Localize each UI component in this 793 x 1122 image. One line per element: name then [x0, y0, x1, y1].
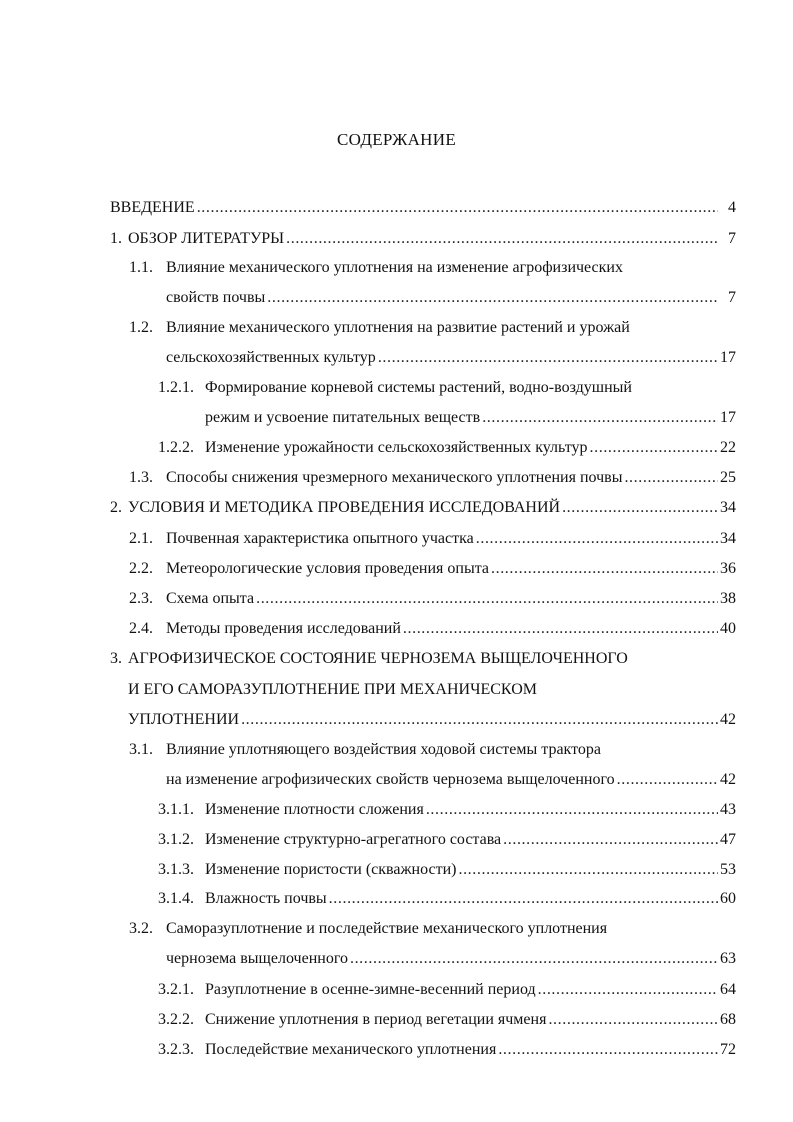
toc-entry-title: Схема опыта [166, 590, 255, 607]
toc-entry-number: 1. [110, 230, 122, 247]
toc-entry-title: УСЛОВИЯ И МЕТОДИКА ПРОВЕДЕНИЯ ИССЛЕДОВАНИЙ [128, 499, 561, 516]
toc-entry-number: 3.1.2. [158, 831, 194, 848]
toc-entry-3-1-2[interactable] [205, 830, 736, 850]
toc-entry-title-line[interactable]: Формирование корневой системы растений, водно-воздушный [205, 379, 632, 396]
toc-entry-number: 3.2. [129, 920, 153, 937]
toc-entry-3-1[interactable] [166, 770, 736, 790]
toc-entry-title: Изменение пористости (скважности) [205, 861, 457, 878]
toc-entry-number: 2.2. [129, 560, 153, 577]
toc-entry-2-4[interactable] [166, 619, 736, 639]
leader-dots [590, 438, 718, 458]
toc-page-number: 53 [720, 861, 736, 878]
toc-entry-number: 1.3. [129, 469, 153, 486]
toc-entry-number: 3.2.3. [158, 1041, 194, 1058]
toc-entry-3[interactable] [128, 710, 736, 730]
toc-page-number: 17 [720, 409, 736, 426]
toc-entry-2-3[interactable] [166, 589, 736, 609]
toc-page-number: 7 [728, 289, 736, 306]
toc-page-number: 7 [728, 230, 736, 247]
leader-dots [491, 559, 718, 579]
leader-dots [329, 889, 718, 909]
leader-dots [426, 800, 718, 820]
toc-page-number: 64 [720, 981, 736, 998]
toc-entry-title-line: УПЛОТНЕНИИ [128, 711, 240, 728]
toc-page-number: 22 [720, 439, 736, 456]
leader-dots [286, 229, 718, 249]
leader-dots [458, 860, 718, 880]
toc-entry-title-line[interactable]: И ЕГО САМОРАЗУПЛОТНЕНИЕ ПРИ МЕХАНИЧЕСКОМ [128, 681, 537, 698]
toc-entry-title-line[interactable]: Влияние уплотняющего воздействия ходовой системы трактора [166, 741, 601, 758]
toc-entry-2-2[interactable] [166, 559, 736, 579]
toc-entry-title: Изменение плотности сложения [205, 801, 424, 818]
toc-entry-title: Изменение структурно-агрегатного состава [205, 831, 502, 848]
toc-entry-title-line[interactable]: Саморазуплотнение и последействие механического уплотнения [166, 920, 608, 937]
toc-page-number: 40 [720, 620, 736, 637]
toc-entry-3-2-3[interactable] [205, 1040, 736, 1060]
toc-page-number: 38 [720, 590, 736, 607]
toc-page-number: 42 [720, 711, 736, 728]
toc-page-number: 43 [720, 801, 736, 818]
toc-entry-title: Последействие механического уплотнения [205, 1041, 497, 1058]
toc-page-number: 60 [720, 890, 736, 907]
toc-entry-title: Методы проведения исследований [166, 620, 401, 637]
toc-entry-1[interactable] [128, 229, 736, 249]
toc-entry-title: Метеорологические условия проведения опыта [166, 560, 489, 577]
toc-entry-1-2-1[interactable] [205, 408, 736, 428]
toc-entry-number: 2.1. [129, 530, 153, 547]
toc-page-number: 34 [720, 499, 736, 516]
toc-entry-number: 3.1. [129, 741, 153, 758]
leader-dots [256, 589, 718, 609]
toc-page-number: 63 [720, 950, 736, 967]
toc-entry-number: 1.2. [129, 319, 153, 336]
toc-entry-title: ОБЗОР ЛИТЕРАТУРЫ [128, 230, 285, 247]
toc-entry-number: 3.1.1. [158, 801, 194, 818]
leader-dots [562, 498, 718, 518]
toc-entry-title-line: на изменение агрофизических свойств чернозема выщелоченного [166, 771, 615, 788]
leader-dots [548, 1010, 718, 1030]
leader-dots [617, 770, 718, 790]
leader-dots [267, 288, 718, 308]
toc-entry-title-line: режим и усвоение питательных веществ [205, 409, 481, 426]
leader-dots [378, 348, 718, 368]
toc-entry-title-line: сельскохозяйственных культур [166, 349, 376, 366]
toc-entry-number: 3.2.2. [158, 1011, 194, 1028]
toc-entry-2[interactable] [128, 498, 736, 518]
toc-entry-number: 3.1.4. [158, 890, 194, 907]
leader-dots [503, 830, 718, 850]
page-title: СОДЕРЖАНИЕ [336, 130, 457, 149]
toc-entry-title-line[interactable]: АГРОФИЗИЧЕСКОЕ СОСТОЯНИЕ ЧЕРНОЗЕМА ВЫЩЕЛОЧЕННОГО [128, 650, 628, 667]
leader-dots [197, 198, 718, 218]
toc-entry-1-2[interactable] [166, 348, 736, 368]
toc-entry-1-1[interactable] [166, 288, 736, 308]
toc-entry-title: Разуплотнение в осенне-зимне-весенний период [205, 981, 536, 998]
toc-entry-title-line: свойств почвы [166, 289, 266, 306]
toc-entry-title-line[interactable]: Влияние механического уплотнения на изменение агрофизических [166, 259, 623, 276]
toc-page-number: 4 [728, 199, 736, 216]
leader-dots [241, 710, 718, 730]
leader-dots [624, 468, 718, 488]
toc-entry-title: Способы снижения чрезмерного механического уплотнения почвы [166, 469, 623, 486]
toc-page-number: 68 [720, 1011, 736, 1028]
toc-entry-number: 3. [110, 650, 122, 667]
leader-dots [350, 949, 718, 969]
toc-entry-number: 1.2.2. [158, 439, 194, 456]
toc-entry-introduction[interactable] [110, 198, 736, 218]
leader-dots [498, 1040, 718, 1060]
toc-entry-1-2-2[interactable] [205, 438, 736, 458]
toc-entry-3-2-1[interactable] [205, 980, 736, 1000]
toc-entry-2-1[interactable] [166, 529, 736, 549]
toc-entry-3-1-4[interactable] [205, 889, 736, 909]
toc-entry-title: ВВЕДЕНИЕ [110, 199, 195, 216]
toc-page-number: 25 [720, 469, 736, 486]
toc-page-number: 42 [720, 771, 736, 788]
toc-entry-title-line: чернозема выщелоченного [166, 950, 348, 967]
toc-page-number: 72 [720, 1041, 736, 1058]
leader-dots [538, 980, 718, 1000]
toc-entry-3-1-1[interactable] [205, 800, 736, 820]
toc-entry-number: 2.4. [129, 620, 153, 637]
toc-entry-number: 1.2.1. [158, 379, 194, 396]
toc-page-number: 36 [720, 560, 736, 577]
toc-entry-title: Изменение урожайности сельскохозяйственных культур [205, 439, 588, 456]
leader-dots [403, 619, 718, 639]
toc-entry-number: 3.1.3. [158, 861, 194, 878]
toc-entry-number: 3.2.1. [158, 981, 194, 998]
toc-entry-number: 2.3. [129, 590, 153, 607]
toc-entry-3-1-3[interactable] [205, 860, 736, 880]
toc-entry-title-line[interactable]: Влияние механического уплотнения на развитие растений и урожай [166, 319, 630, 336]
toc-entry-number: 1.1. [129, 259, 153, 276]
toc-entry-1-3[interactable] [166, 468, 736, 488]
toc-entry-title: Почвенная характеристика опытного участка [166, 530, 474, 547]
toc-entry-3-2[interactable] [166, 949, 736, 969]
toc-page-number: 34 [720, 530, 736, 547]
toc-page-number: 17 [720, 349, 736, 366]
leader-dots [476, 529, 718, 549]
toc-entry-number: 2. [110, 499, 122, 516]
toc-page-number: 47 [720, 831, 736, 848]
leader-dots [482, 408, 718, 428]
toc-entry-title: Влажность почвы [205, 890, 327, 907]
toc-entry-title: Снижение уплотнения в период вегетации ячменя [205, 1011, 547, 1028]
toc-entry-3-2-2[interactable] [205, 1010, 736, 1030]
